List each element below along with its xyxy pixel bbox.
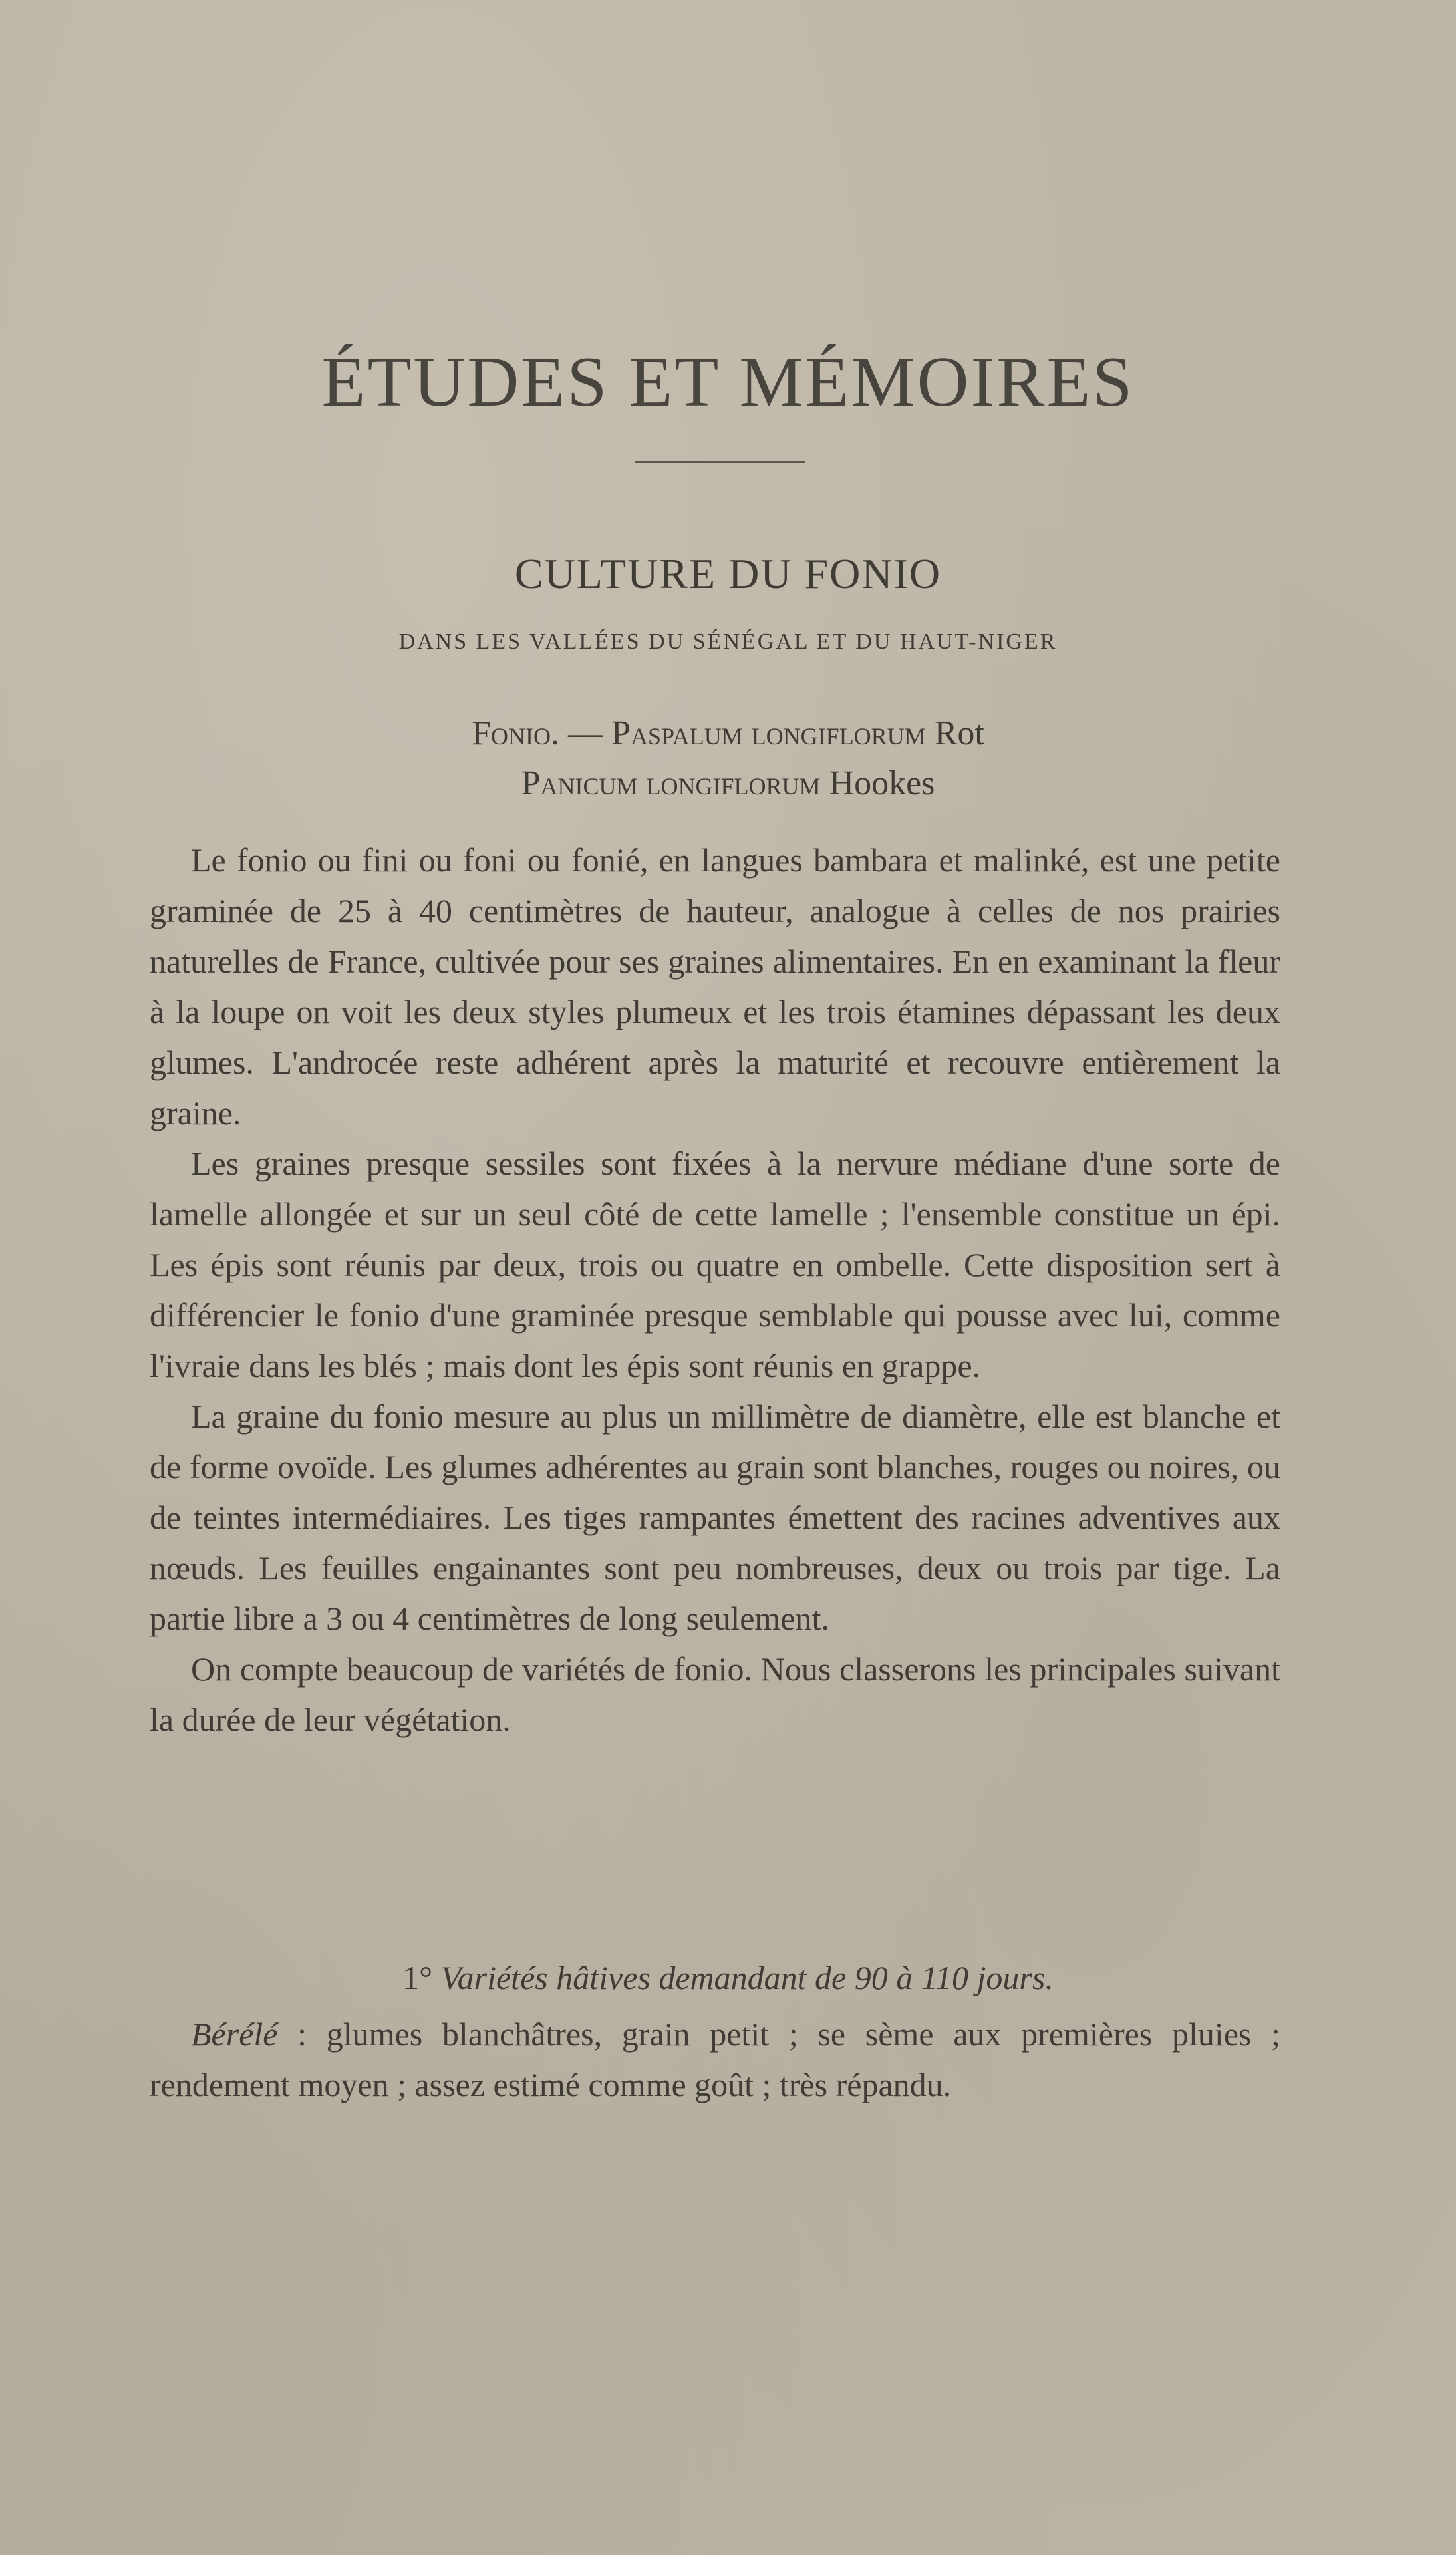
page-title: ÉTUDES ET MÉMOIRES (321, 343, 1135, 422)
paragraph: La graine du fonio mesure au plus un millimètre de diamètre, elle est blanche et de forme ovoïde. Les glumes adhérentes au grain sont blanches, rouges ou noires, ou de teintes intermédiaires. Les tiges rampantes émettent des racines adventives aux nœuds. Les feuilles engainantes sont peu nombreuses, deux ou trois par tige. La partie libre a 3 ou 4 centimètres de long seulement. (150, 1398, 1280, 1637)
variety-entry (150, 2009, 1280, 2110)
article-subtitle: DANS LES VALLÉES DU SÉNÉGAL ET DU HAUT-NIGER (398, 629, 1058, 654)
paragraph: Les graines presque sessiles sont fixées à la nervure médiane d'une sorte de lamelle allongée et sur un seul côté de cette lamelle ; l'ensemble constitue un épi. Les épis sont réunis par deux, trois ou quatre en ombelle. Cette disposition sert à différencier le fonio d'une graminée presque semblable qui pousse avec lui, comme l'ivraie dans les blés ; mais dont les épis sont réunis en grappe. (150, 1145, 1280, 1384)
variety-description: : glumes blanchâtres, grain petit ; se sème aux premières pluies ; rendement moyen ; assez estimé comme goût ; très répandu. (150, 2016, 1280, 2103)
species-line-2 (0, 760, 1456, 807)
title-divider (635, 461, 805, 463)
species-author-1: Rot (934, 714, 984, 752)
paragraph: On compte beaucoup de variétés de fonio. Nous classerons les principales suivant la durée de leur végétation. (150, 1650, 1280, 1738)
variety-paragraph (150, 2009, 1280, 2110)
species-line-1 (0, 710, 1456, 757)
paragraph: Le fonio ou fini ou foni ou fonié, en langues bambara et malinké, est une petite graminée de 25 à 40 centimètres de hauteur, analogue à celles de nos prairies naturelles de France, cultivée pour ses graines alimentaires. En en examinant la fleur à la loupe on voit les deux styles plumeux et les trois étamines dépassant les deux glumes. L'androcée reste adhérent après la maturité et recouvre entièrement la graine. (150, 841, 1280, 1131)
variety-heading-text: Variétés hâtives demandant de 90 à 110 jours. (440, 1959, 1054, 1996)
species-author-2: Hookes (829, 764, 935, 802)
species-name-1: Fonio. — Paspalum longiflorum (472, 714, 926, 752)
variety-name: Bérélé (191, 2016, 278, 2053)
variety-heading (0, 1952, 1456, 2003)
species-name-2: Panicum longiflorum (521, 764, 821, 802)
variety-heading-number: 1° (402, 1959, 433, 1996)
article-title: CULTURE DU FONIO (514, 550, 942, 597)
article-body (150, 835, 1280, 1745)
